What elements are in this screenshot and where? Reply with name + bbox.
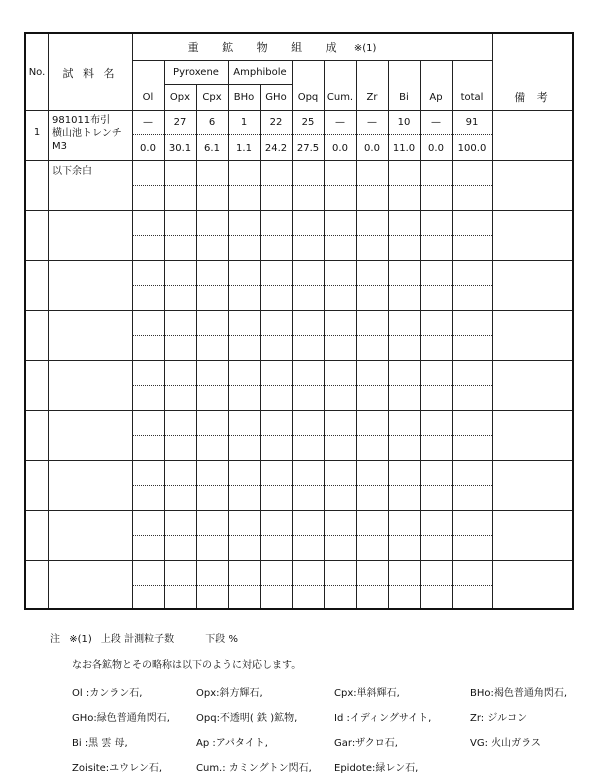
heavy-mineral-table xyxy=(24,32,574,610)
row-dotted-divider xyxy=(132,285,492,286)
row-dotted-divider xyxy=(132,134,492,135)
col-header-ap: Ap xyxy=(429,92,443,103)
row-dotted-divider xyxy=(132,185,492,186)
legend-item: Bi :黒 雲 母, xyxy=(72,738,128,749)
col-divider xyxy=(48,34,49,608)
pct-zr: 0.0 xyxy=(364,143,380,154)
header-pyroxene: Pyroxene xyxy=(173,67,219,78)
note-line-2: なお各鉱物とその略称は以下のように対応します。 xyxy=(72,660,302,671)
legend-item: Cpx:単斜輝石, xyxy=(334,688,400,699)
pct-ol: 0.0 xyxy=(140,143,156,154)
row-divider xyxy=(26,460,572,461)
row-divider xyxy=(26,410,572,411)
legend-item: Ap :アパタイト, xyxy=(196,738,268,749)
legend-item: Epidote:緑レン石, xyxy=(334,763,419,774)
header-sample-name: 試 料 名 xyxy=(62,67,118,80)
col-divider xyxy=(492,34,493,608)
header-amphibole: Amphibole xyxy=(233,67,287,78)
col-divider xyxy=(196,84,197,608)
legend-item: Zr: ジルコン xyxy=(470,713,528,724)
sample-name-line: 横山池トレンチ xyxy=(52,128,122,139)
col-divider xyxy=(356,60,357,608)
row-divider xyxy=(26,310,572,311)
col-header-bi: Bi xyxy=(399,92,409,103)
row-divider xyxy=(132,60,492,61)
row-dotted-divider xyxy=(132,435,492,436)
col-header-ol: Ol xyxy=(142,92,154,103)
legend-item: Zoisite:ユウレン石, xyxy=(72,763,163,774)
row-dotted-divider xyxy=(132,585,492,586)
col-header-cpx: Cpx xyxy=(202,92,222,103)
count-bho: 1 xyxy=(240,117,248,128)
row-dotted-divider xyxy=(132,535,492,536)
row-divider xyxy=(26,360,572,361)
header-note-mark: ※(1) xyxy=(353,43,377,54)
header-heavy-minerals: 重 鉱 物 組 成 ※(1) xyxy=(187,41,377,54)
row-divider xyxy=(26,210,572,211)
note-prefix: 注 xyxy=(50,634,60,645)
legend-item: GHo:緑色普通角閃石, xyxy=(72,713,170,724)
note-line-1 xyxy=(50,630,238,645)
col-divider xyxy=(324,60,325,608)
pct-bho: 1.1 xyxy=(236,143,252,154)
row-dotted-divider xyxy=(132,385,492,386)
pct-ap: 0.0 xyxy=(428,143,444,154)
legend-item: BHo:褐色普通角閃石, xyxy=(470,688,568,699)
count-zr: — xyxy=(367,117,377,128)
col-divider xyxy=(452,60,453,608)
count-gho: 22 xyxy=(269,117,283,128)
col-header-total: total xyxy=(460,92,484,103)
count-cpx: 6 xyxy=(208,117,216,128)
header-remarks: 備 考 xyxy=(514,91,552,104)
row-no: 1 xyxy=(33,127,41,138)
count-bi: 10 xyxy=(397,117,411,128)
pct-cpx: 6.1 xyxy=(204,143,220,154)
sample-name-line: 981011布引 xyxy=(52,115,111,126)
note-lower: 下段 % xyxy=(205,634,238,645)
col-divider xyxy=(420,60,421,608)
row-dotted-divider xyxy=(132,235,492,236)
pct-gho: 24.2 xyxy=(264,143,288,154)
row-divider xyxy=(164,84,292,85)
row-dotted-divider xyxy=(132,335,492,336)
note-mark: ※(1) xyxy=(69,634,92,645)
col-header-opq: Opq xyxy=(297,92,319,103)
row-divider xyxy=(26,560,572,561)
legend-item: VG: 火山ガラス xyxy=(470,738,541,749)
count-total: 91 xyxy=(465,117,479,128)
sample-name-line: M3 xyxy=(52,141,67,152)
pct-opq: 27.5 xyxy=(296,143,320,154)
col-header-bho: BHo xyxy=(233,92,255,103)
note-upper: 上段 計測粒子数 xyxy=(100,634,175,645)
count-cum: — xyxy=(335,117,345,128)
header-no: No. xyxy=(28,67,46,78)
col-divider xyxy=(388,60,389,608)
count-opx: 27 xyxy=(173,117,187,128)
col-header-gho: GHo xyxy=(265,92,287,103)
col-divider xyxy=(260,84,261,608)
legend-item: Opx:斜方輝石, xyxy=(196,688,263,699)
row-dotted-divider xyxy=(132,485,492,486)
empty-label: 以下余白 xyxy=(52,166,92,177)
legend-item: Id :イディングサイト, xyxy=(334,713,432,724)
count-ap: — xyxy=(431,117,441,128)
row-divider xyxy=(26,260,572,261)
pct-opx: 30.1 xyxy=(168,143,192,154)
col-divider xyxy=(164,60,165,608)
col-header-cum: Cum. xyxy=(326,92,354,103)
pct-bi: 11.0 xyxy=(392,143,416,154)
legend-item: Ol :カンラン石, xyxy=(72,688,143,699)
legend-item: Cum.: カミングトン閃石, xyxy=(196,763,312,774)
row-divider xyxy=(26,160,572,161)
legend-item: Opq:不透明( 鉄 )鉱物, xyxy=(196,713,298,724)
legend-item: Gar:ザクロ石, xyxy=(334,738,398,749)
col-divider xyxy=(228,60,229,608)
pct-cum: 0.0 xyxy=(332,143,348,154)
col-header-opx: Opx xyxy=(169,92,191,103)
col-header-zr: Zr xyxy=(366,92,378,103)
count-ol: — xyxy=(143,117,153,128)
count-opq: 25 xyxy=(301,117,315,128)
col-divider xyxy=(292,60,293,608)
row-divider xyxy=(26,110,572,111)
pct-total: 100.0 xyxy=(457,143,487,154)
row-divider xyxy=(26,510,572,511)
